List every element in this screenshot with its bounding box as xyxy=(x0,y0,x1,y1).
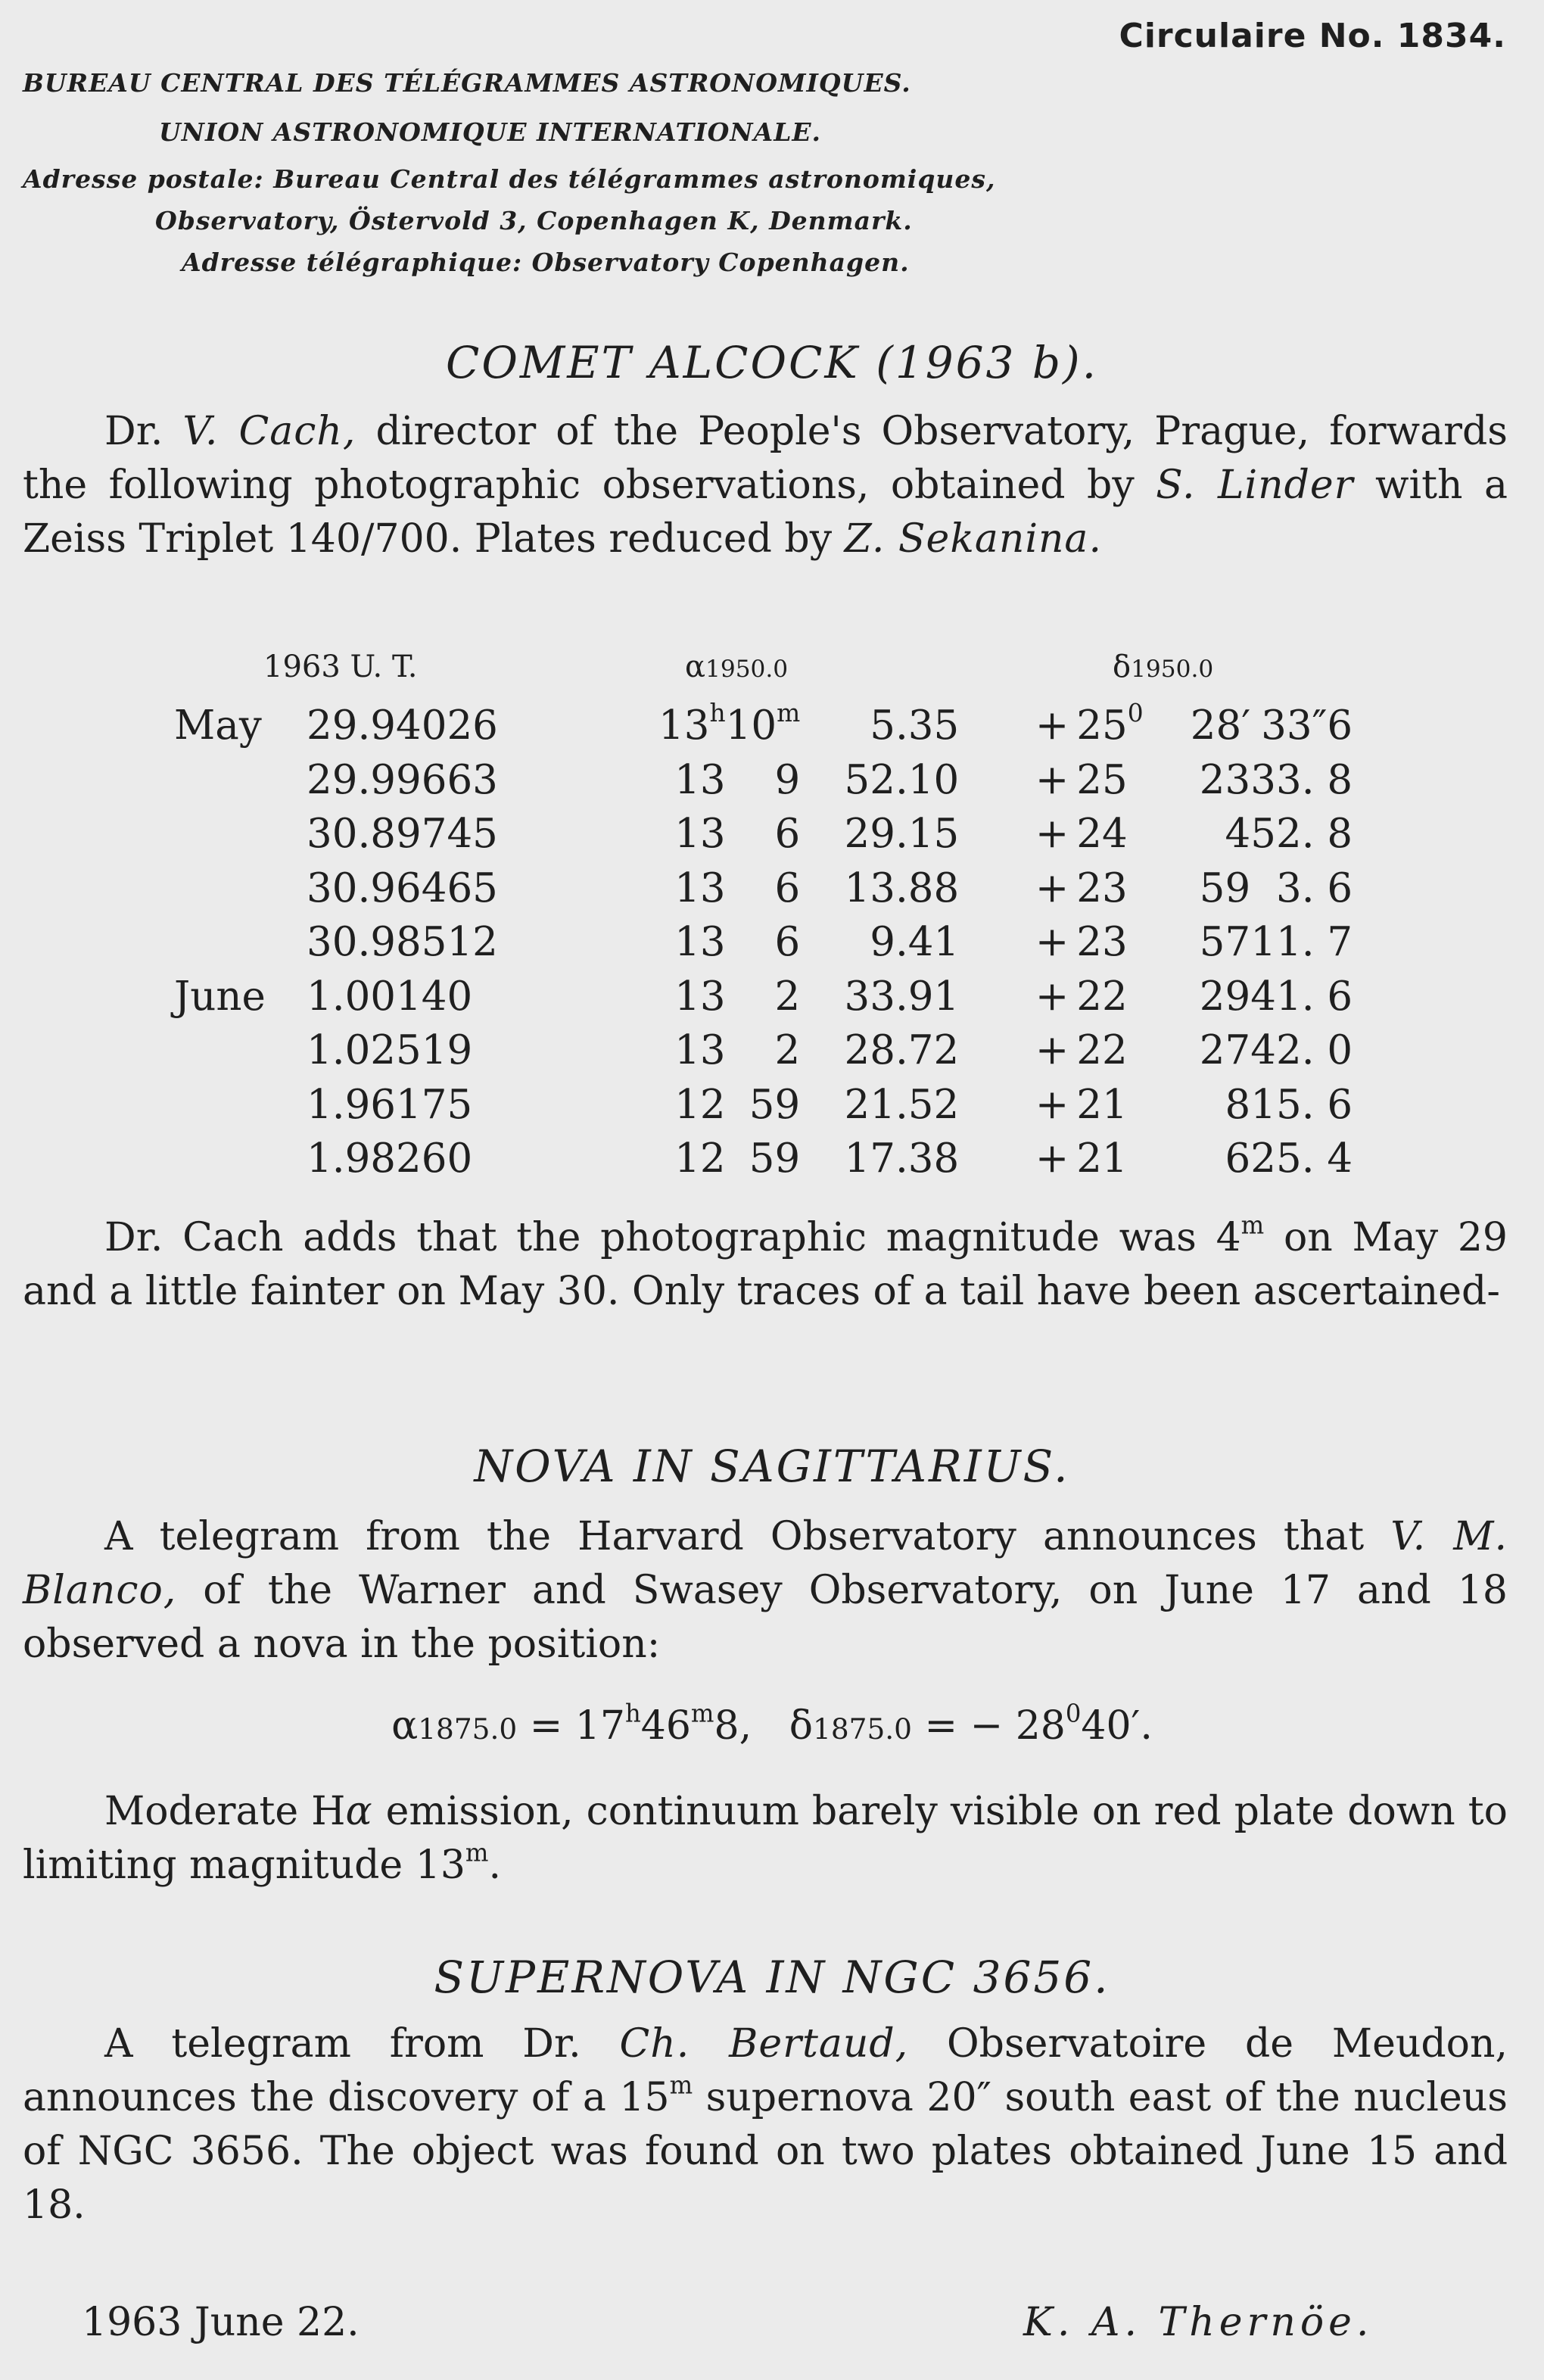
obs-ra-seconds: 17.38 xyxy=(844,1135,960,1182)
telegraph-address: Adresse télégraphique: Observatory Copenhagen. xyxy=(182,248,910,277)
obs-dec-sign: + xyxy=(1035,756,1069,803)
obs-day: 30.98512 xyxy=(307,919,498,965)
postal-address-line-1: Adresse postale: Bureau Central des télégrammes astronomiques, xyxy=(23,164,996,194)
observation-row xyxy=(174,1132,1353,1186)
obs-ra-minutes: 2 xyxy=(774,973,801,1020)
observation-row xyxy=(174,1078,1353,1132)
obs-month xyxy=(174,807,307,861)
obs-dec-sign: + xyxy=(1035,702,1069,749)
obs-ra-seconds: 13.88 xyxy=(844,864,960,911)
bureau-title: BUREAU CENTRAL DES TÉLÉGRAMMES ASTRONOMIQUES. xyxy=(23,68,911,98)
comet-section-title: COMET ALCOCK (1963 b). xyxy=(445,337,1099,388)
obs-ra-hours: 12 xyxy=(674,1135,726,1182)
obs-dec-sign: + xyxy=(1035,811,1069,857)
supernova-paragraph: A telegram from Dr. Ch. Bertaud, Observatoire de Meudon, announces the discovery of a 15$^m$ supernova 20″ south east of the nucleus of NGC 3656. The object was found on two plates obtained June 15 and 18. xyxy=(23,2021,1508,2228)
obs-dec-degrees: 22 xyxy=(1076,973,1128,1020)
comet-intro-paragraph: Dr. V. Cach, director of the People's Observatory, Prague, forwards the following photographic observations, obtained by S. Linder with a Zeiss Triplet 140/700. Plates reduced by Z. Sekanina. xyxy=(23,409,1508,562)
supernova-section-title: SUPERNOVA IN NGC 3656. xyxy=(434,1952,1110,2003)
obs-dec-arcsec: 52. 8 xyxy=(1250,811,1353,857)
obs-ra-seconds: 52.10 xyxy=(844,756,960,803)
obs-day: 1.96175 xyxy=(307,1081,473,1128)
nova-paragraph: A telegram from the Harvard Observatory announces that V. M. Blanco, of the Warner and Swasey Observatory, on June 17 and 18 observed a nova in the position: xyxy=(23,1514,1508,1667)
obs-dec-degrees: $25^0$ xyxy=(1076,698,1144,749)
nova-position-formula: $\alpha 1875.0 = 17^h46^m8$, δ1875.0 = − $28^040'$. xyxy=(391,1699,1153,1749)
obs-dec-sign: + xyxy=(1035,919,1069,965)
obs-dec-sign: + xyxy=(1035,973,1069,1020)
circular-number: Circulaire No. 1834. xyxy=(1119,17,1506,55)
obs-day: 1.98260 xyxy=(307,1135,473,1182)
obs-dec-arcsec: 25. 4 xyxy=(1250,1135,1353,1182)
obs-month xyxy=(174,915,307,970)
circular-date: 1963 June 22. xyxy=(82,2300,360,2345)
obs-ra-seconds: 29.15 xyxy=(844,811,960,857)
obs-dec-arcmin: 28′ xyxy=(1190,702,1251,749)
observations-table xyxy=(174,699,1353,1186)
obs-dec-degrees: 24 xyxy=(1076,811,1128,857)
obs-month xyxy=(174,1078,307,1132)
obs-month xyxy=(174,1023,307,1078)
obs-dec-sign: + xyxy=(1035,1081,1069,1128)
obs-day: 30.89745 xyxy=(307,811,498,857)
obs-dec-arcsec: 15. 6 xyxy=(1250,1081,1353,1128)
discoverer-name: V. M. Blanco, xyxy=(23,1514,1508,1613)
obs-ra-minutes: 6 xyxy=(774,864,801,911)
obs-dec-arcmin: 8 xyxy=(1225,1081,1251,1128)
obs-dec-arcmin: 27 xyxy=(1199,1027,1251,1073)
obs-dec-arcsec: 33″6 xyxy=(1261,702,1353,749)
observation-row xyxy=(174,807,1353,861)
obs-day: 29.99663 xyxy=(307,756,498,803)
obs-dec-sign: + xyxy=(1035,864,1069,911)
obs-day: 30.96465 xyxy=(307,864,498,911)
observation-row xyxy=(174,970,1353,1024)
table-header-date: 1963 U. T. xyxy=(263,650,418,684)
obs-ra-hours: 13 xyxy=(674,1027,726,1073)
obs-dec-arcsec: 3. 6 xyxy=(1275,864,1353,911)
obs-ra-seconds: 28.72 xyxy=(844,1027,960,1073)
obs-dec-arcmin: 4 xyxy=(1225,811,1251,857)
obs-ra-minutes: 2 xyxy=(774,1027,801,1073)
obs-dec-arcsec: 41. 6 xyxy=(1250,973,1353,1020)
obs-ra-seconds: 5.35 xyxy=(870,702,960,749)
obs-ra-minutes: 6 xyxy=(774,919,801,965)
obs-dec-arcmin: 6 xyxy=(1225,1135,1251,1182)
obs-dec-degrees: 21 xyxy=(1076,1135,1128,1182)
observation-row xyxy=(174,1023,1353,1078)
observation-row xyxy=(174,861,1353,916)
reducer-name: Z. Sekanina. xyxy=(844,516,1102,562)
observer-name: S. Linder xyxy=(1156,463,1354,508)
table-header-ra: α1950.0 xyxy=(685,650,789,684)
obs-month xyxy=(174,861,307,916)
obs-ra-hours: 12 xyxy=(674,1081,726,1128)
obs-ra-hours: 13 xyxy=(674,811,726,857)
obs-ra-seconds: 33.91 xyxy=(844,973,960,1020)
obs-ra-seconds: 9.41 xyxy=(870,919,960,965)
obs-day: 1.02519 xyxy=(307,1027,473,1073)
obs-dec-arcsec: 42. 0 xyxy=(1250,1027,1353,1073)
obs-ra-minutes: 59 xyxy=(749,1081,801,1128)
comet-magnitude-paragraph: Dr. Cach adds that the photographic magnitude was 4$^m$ on May 29 and a little fainter on May 30. Only traces of a tail have been ascertained- xyxy=(23,1210,1508,1314)
obs-day: 29.94026 xyxy=(307,702,498,749)
obs-dec-degrees: 23 xyxy=(1076,919,1128,965)
obs-dec-sign: + xyxy=(1035,1027,1069,1073)
table-header-dec: δ1950.0 xyxy=(1113,650,1214,684)
union-title: UNION ASTRONOMIQUE INTERNATIONALE. xyxy=(159,117,822,147)
obs-dec-degrees: 21 xyxy=(1076,1081,1128,1128)
obs-dec-arcmin: 29 xyxy=(1199,973,1251,1020)
obs-month xyxy=(174,753,307,808)
obs-ra-minutes: 59 xyxy=(749,1135,801,1182)
author-name: V. Cach, xyxy=(182,409,356,454)
obs-ra-minutes: 6 xyxy=(774,811,801,857)
obs-ra-minutes: 9 xyxy=(774,756,801,803)
obs-month: May xyxy=(174,702,262,749)
obs-ra-seconds: 21.52 xyxy=(844,1081,960,1128)
signature: K. A. Thernöe. xyxy=(1023,2300,1374,2345)
obs-ra-hours: 13 xyxy=(674,864,726,911)
obs-dec-arcmin: 23 xyxy=(1199,756,1251,803)
obs-dec-degrees: 23 xyxy=(1076,864,1128,911)
observation-row xyxy=(174,753,1353,808)
postal-address-line-2: Observatory, Östervold 3, Copenhagen K, Denmark. xyxy=(155,206,913,235)
obs-day: 1.00140 xyxy=(307,973,473,1020)
nova-emission-paragraph: Moderate Hα emission, continuum barely visible on red plate down to limiting magnitude 13$^m$. xyxy=(23,1789,1508,1888)
obs-ra-hours: 13 xyxy=(674,756,726,803)
obs-ra-minutes: 10$^m$ xyxy=(725,698,801,749)
obs-dec-arcsec: 11. 7 xyxy=(1250,919,1353,965)
obs-dec-sign: + xyxy=(1035,1135,1069,1182)
obs-dec-arcmin: 59 xyxy=(1199,864,1251,911)
obs-ra-hours: 13 xyxy=(674,919,726,965)
observation-row xyxy=(174,699,1353,753)
obs-dec-arcmin: 57 xyxy=(1199,919,1251,965)
obs-ra-hours: 13 xyxy=(674,973,726,1020)
reporter-name: Ch. Bertaud, xyxy=(619,2021,909,2067)
obs-dec-degrees: 22 xyxy=(1076,1027,1128,1073)
obs-month: June xyxy=(174,973,266,1020)
obs-month xyxy=(174,1132,307,1186)
nova-section-title: NOVA IN SAGITTARIUS. xyxy=(474,1441,1070,1492)
obs-dec-arcsec: 33. 8 xyxy=(1250,756,1353,803)
observation-row xyxy=(174,915,1353,970)
obs-ra-hours: 13$^h$ xyxy=(658,698,726,749)
obs-dec-degrees: 25 xyxy=(1076,756,1128,803)
